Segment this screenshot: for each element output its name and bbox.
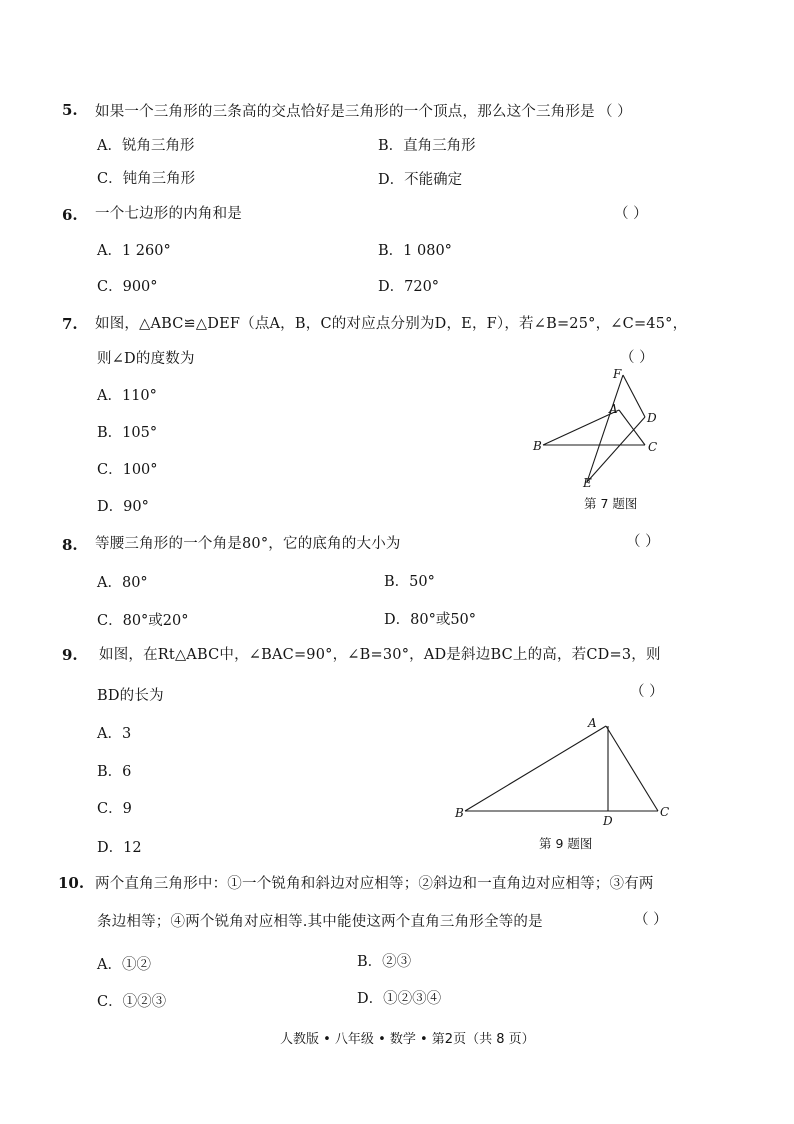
question-stem: 等腰三角形的一个角是80°，它的底角的大小为 [95, 536, 401, 552]
question-stem: 如图，在Rt△ABC中，∠BAC=90°，∠B=30°，AD是斜边BC上的高，若CD=3，则 [99, 647, 661, 663]
option-c: C．9 [97, 801, 132, 817]
question-stem: 如图，△ABC≌△DEF（点A，B，C的对应点分别为D，E，F），若∠B=25°，∠C=45°， [95, 316, 688, 332]
option-a: A．①② [97, 957, 151, 973]
label-b: B [455, 806, 464, 820]
option-d: D．不能确定 [378, 172, 463, 188]
answer-bracket: （ ） [598, 104, 632, 120]
label-f: F [613, 367, 622, 381]
question-stem: 两个直角三角形中：①一个锐角和斜边对应相等；②斜边和一直角边对应相等；③有两 [95, 876, 654, 892]
option-a: A．110° [97, 388, 157, 404]
question-number: 5. [62, 101, 78, 119]
question-number: 9. [62, 646, 78, 664]
label-e: E [583, 476, 592, 490]
option-c: C．①②③ [97, 994, 167, 1010]
label-b: B [533, 439, 542, 453]
question-stem-line-2: 条边相等；④两个锐角对应相等.其中能使这两个直角三角形全等的是 [97, 914, 543, 930]
label-c: C [660, 805, 670, 819]
option-c: C．900° [97, 279, 158, 295]
label-c: C [648, 440, 658, 454]
figure-7-diagram [525, 362, 675, 490]
option-b: B．1 080° [378, 243, 452, 259]
option-c: C．钝角三角形 [97, 171, 196, 187]
label-d: D [603, 814, 613, 828]
answer-bracket: （ ） [620, 350, 654, 366]
option-a: A．1 260° [97, 243, 171, 259]
option-d: D．①②③④ [357, 991, 442, 1007]
label-a: A [609, 402, 618, 416]
figure-9-diagram [450, 712, 680, 832]
option-a: A．3 [97, 726, 132, 742]
answer-bracket: （ ） [626, 534, 660, 550]
option-b: B．②③ [357, 954, 412, 970]
option-c: C．80°或20° [97, 613, 189, 629]
question-number: 7. [62, 315, 78, 333]
label-d: D [647, 411, 657, 425]
option-b: B．105° [97, 425, 158, 441]
option-c: C．100° [97, 462, 158, 478]
option-d: D．90° [97, 499, 149, 515]
option-b: B．6 [97, 764, 132, 780]
option-a: A．锐角三角形 [97, 138, 195, 154]
label-a: A [588, 716, 597, 730]
figure-caption: 第 7 题图 [584, 496, 638, 511]
question-stem: 一个七边形的内角和是 [95, 206, 242, 222]
figure-caption: 第 9 题图 [539, 836, 593, 851]
option-d: D．720° [378, 279, 440, 295]
option-d: D．12 [97, 840, 142, 856]
option-b: B．50° [384, 574, 435, 590]
question-stem: 如果一个三角形的三条高的交点恰好是三角形的一个顶点，那么这个三角形是 [95, 104, 595, 120]
question-stem-line-2: BD的长为 [97, 688, 164, 704]
question-number: 10. [58, 874, 85, 892]
question-stem-line-2: 则∠D的度数为 [97, 351, 195, 367]
question-number: 6. [62, 206, 78, 224]
option-d: D．80°或50° [384, 612, 477, 628]
answer-bracket: （ ） [614, 206, 648, 222]
answer-bracket: （ ） [634, 912, 668, 928]
question-number: 8. [62, 536, 78, 554]
option-a: A．80° [97, 575, 148, 591]
answer-bracket: （ ） [630, 684, 664, 700]
option-b: B．直角三角形 [378, 138, 476, 154]
page-footer: 人教版 • 八年级 • 数学 • 第2页（共 8 页） [280, 1032, 535, 1047]
